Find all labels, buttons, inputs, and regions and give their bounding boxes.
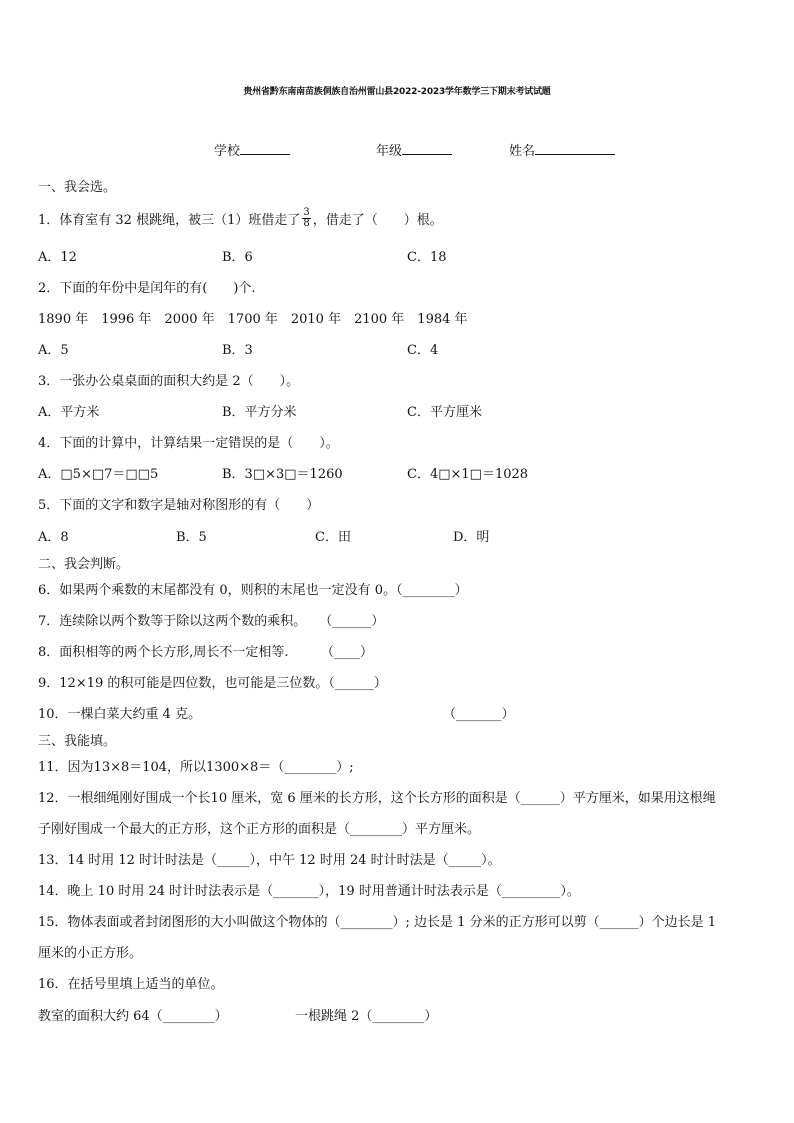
q16-item-jump-rope: 一根跳绳 2（________） xyxy=(295,1009,438,1024)
name-blank[interactable] xyxy=(535,141,615,155)
question-2: 2．下面的年份中是闰年的有( )个. xyxy=(38,281,256,296)
school-label: 学校 xyxy=(214,144,241,159)
question-15-line-1: 15．物体表面或者封闭图形的大小叫做这个物体的（________）; 边长是 1 分米的正方形可以剪（______）个边长是 1 xyxy=(38,915,716,930)
q3-option-c[interactable]: C．平方厘米 xyxy=(407,405,482,420)
question-4: 4．下面的计算中，计算结果一定错误的是（ ）。 xyxy=(38,436,339,451)
name-field xyxy=(509,140,615,159)
page-title: 贵州省黔东南南苗族侗族自治州雷山县2022-2023学年数学三下期末考试试题 xyxy=(243,87,551,97)
school-blank[interactable] xyxy=(240,141,290,155)
question-11: 11．因为13×8＝104，所以1300×8＝（________）; xyxy=(38,760,354,775)
q10-answer-blank[interactable]: （_______） xyxy=(443,707,515,722)
grade-field xyxy=(376,140,452,159)
school-field xyxy=(214,140,290,159)
q4-option-a[interactable]: A．□5×□7＝□□5 xyxy=(38,467,159,482)
q5-option-d[interactable]: D．明 xyxy=(453,530,490,545)
q5-option-b[interactable]: B．5 xyxy=(176,530,207,545)
grade-blank[interactable] xyxy=(402,141,452,155)
q1-option-b[interactable]: B．6 xyxy=(222,250,253,265)
q1-option-a[interactable]: A．12 xyxy=(38,250,77,265)
q3-option-a[interactable]: A．平方米 xyxy=(38,405,100,420)
q5-option-c[interactable]: C．田 xyxy=(315,530,351,545)
fraction-denominator: 8 xyxy=(303,218,310,229)
question-3: 3．一张办公桌桌面的面积大约是 2（ ）。 xyxy=(38,374,300,389)
question-8: 8．面积相等的两个长方形,周长不一定相等. （____） xyxy=(38,645,374,660)
question-16: 16．在括号里填上适当的单位。 xyxy=(38,977,224,992)
question-1 xyxy=(38,207,443,231)
question-5: 5．下面的文字和数字是轴对称图形的有（ ） xyxy=(38,498,320,513)
name-label: 姓名 xyxy=(509,144,536,159)
grade-label: 年级 xyxy=(376,144,403,159)
question-12-line-1: 12．一根细绳刚好围成一个长10 厘米，宽 6 厘米的长方形，这个长方形的面积是（______）平方厘米，如果用这根绳 xyxy=(38,791,716,806)
q2-option-c[interactable]: C．4 xyxy=(407,343,439,358)
fraction-numerator: 3 xyxy=(303,207,310,218)
question-7: 7．连续除以两个数等于除以这两个数的乘积。 （______） xyxy=(38,614,385,629)
q4-option-b[interactable]: B．3□×3□＝1260 xyxy=(222,467,343,482)
q4-option-c[interactable]: C．4□×1□＝1028 xyxy=(407,467,529,482)
question-10: 10．一棵白菜大约重 4 克。 xyxy=(38,707,202,722)
fraction xyxy=(302,208,310,229)
q1-option-c[interactable]: C．18 xyxy=(407,250,447,265)
question-15-line-2: 厘米的小正方形。 xyxy=(38,946,143,961)
q2-option-b[interactable]: B．3 xyxy=(222,343,253,358)
question-9: 9．12×19 的积可能是四位数，也可能是三位数。（______） xyxy=(38,676,387,691)
q16-item-classroom-area: 教室的面积大约 64（________） xyxy=(38,1009,228,1024)
question-13: 13．14 时用 12 时计时法是（_____），中午 12 时用 24 时计时法是（_____）。 xyxy=(38,853,501,868)
question-14: 14．晚上 10 时用 24 时计时法表示是（_______），19 时用普通计时法表示是（_________）。 xyxy=(38,884,580,899)
q1-text-before: 1．体育室有 32 根跳绳，被三（1）班借走了 xyxy=(38,213,301,228)
section-2-heading: 二、我会判断。 xyxy=(38,557,130,572)
q3-option-b[interactable]: B．平方分米 xyxy=(222,405,297,420)
q2-years: 1890 年 1996 年 2000 年 1700 年 2010 年 2100 年 1984 年 xyxy=(38,312,468,327)
question-6: 6．如果两个乘数的末尾都没有 0，则积的末尾也一定没有 0。（________） xyxy=(38,583,468,598)
q2-option-a[interactable]: A．5 xyxy=(38,343,69,358)
question-12-line-2: 子刚好围成一个最大的正方形，这个正方形的面积是（________）平方厘米。 xyxy=(38,822,481,837)
q5-option-a[interactable]: A．8 xyxy=(38,530,69,545)
section-3-heading: 三、我能填。 xyxy=(38,734,117,749)
q1-text-after: ，借走了（ ）根。 xyxy=(312,213,443,228)
section-1-heading: 一、我会选。 xyxy=(38,180,117,195)
